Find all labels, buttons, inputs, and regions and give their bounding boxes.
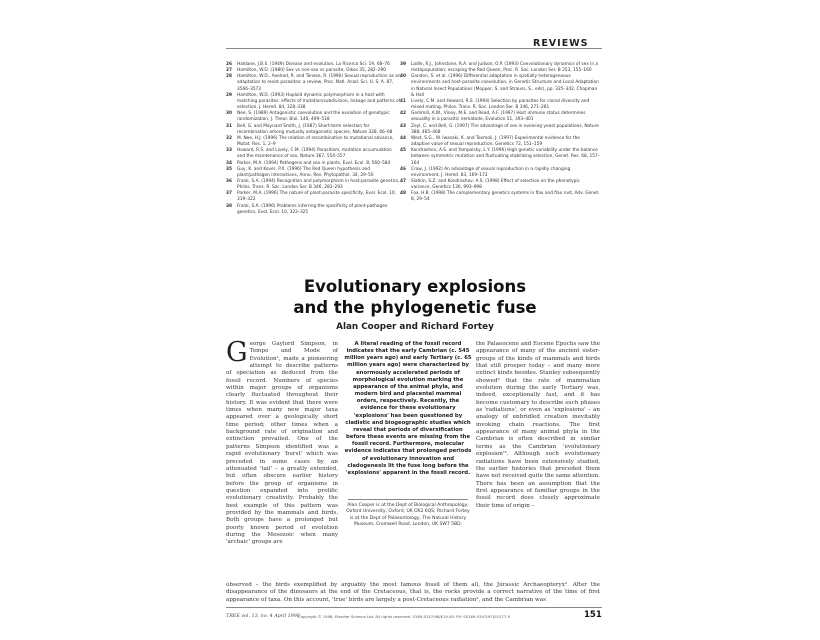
reference-item <box>400 136 600 148</box>
reference-item <box>400 167 600 179</box>
header-rule <box>226 48 602 49</box>
reference-item <box>226 148 401 160</box>
reference-item <box>226 167 401 179</box>
reference-number: 28 <box>226 74 232 80</box>
reference-text: Zeyl, C. and Bell, G. (1997) The advantage of sex in evolving yeast populations, Nature 388, 465–468 <box>411 123 599 135</box>
reference-text: Fox, H.B. (1998) The complementary genetics systems in flax and flax rust, Adv. Genet. 8, 29–54 <box>411 191 600 203</box>
reference-number: 45 <box>400 148 406 154</box>
reference-number: 35 <box>226 166 232 172</box>
reference-item <box>226 204 401 216</box>
reference-list-right <box>400 62 600 204</box>
reference-text: Hamilton, W.D. (1993) Haploid dynamic polymorphism in a host with matching parasites: effects of mutation/subdivision, linkage and patterns of selection, J. Hered. 84, 328–338 <box>237 92 401 111</box>
reference-item <box>226 136 401 148</box>
reference-number: 39 <box>400 62 406 67</box>
reference-text: Bell, G. and Maynard Smith, J. (1987) Short-term selection for recombination among mutually antagonistic species, Nature 328, 66–68 <box>237 123 393 135</box>
reference-item <box>400 179 600 191</box>
reference-item <box>226 93 401 111</box>
reference-number: 32 <box>226 135 232 141</box>
reference-text: Guy, K. and Kover, P.X. (1996) The Red Queen hypothesis and plant/pathogen interactions, Annu. Rev. Phytopathol. 34, 29–50 <box>237 166 374 178</box>
body-column-1-text: eorge Gaylord Simpson, in Tempo and Mode of Evolution¹, made a pioneering attempt to describe patterns of speciation as deduced from the fossil record. Numbers of species within major groups of organisms clearly fluctuated throughout their history. It was evident that there were times when many new major taxa appeared over a geologically short time period; other times when a background rate of origination and extinction prevailed. One of the patterns Simpson identified was a rapid evolutionary 'burst' which was preceded in some cases by an attenuated 'tail' – a greatly extended, but often obscure earlier history before the group of organisms in question expanded into prolific evolutionary creativity. Probably the best example of this pattern was provided by the mammals and birds. Both groups have a prolonged but poorly known period of evolution during the Mesozoic when many 'archaic' groups are <box>226 341 338 546</box>
reference-number: 37 <box>226 191 232 197</box>
reference-item <box>400 74 600 99</box>
reference-item <box>226 124 401 136</box>
reference-number: 30 <box>226 111 232 117</box>
body-continuation: observed – the birds exemplified by arguably the most famous fossil of them all, the Jurassic Archaeopteryx². After the disappearance of the dinosaurs at the end of the Cretaceous, that is, the rocks provide a correct narrative of the time of first appearance of taxa. On this account, 'true' birds are largely a post-Cretaceous radiation², and the Cambrian was <box>226 582 600 603</box>
copyright-line: Copyright © 1998, Elsevier Science Ltd. All rights reserved. 0169-5347/98/$19.00. PII: S0169-5347(97)01277-9 <box>298 614 511 619</box>
footer-rule <box>226 607 602 608</box>
reference-number: 36 <box>226 178 232 184</box>
article-title <box>230 276 600 318</box>
reference-item <box>226 179 401 191</box>
reference-text: Kondrashov, A.S. and Yampolsky, L.Y. (1996) High genetic variability under the balance between symmetric mutation and fluctuating stabilizing selection, Genet. Res. 68, 157–164 <box>411 148 600 166</box>
reference-text: Parker, M.A. (1996) The nature of plant-parasite specificity, Evol. Ecol. 10, 319–322 <box>237 191 396 203</box>
reference-number: 44 <box>400 135 406 141</box>
author-affiliation: Alan Cooper is at the Dept of Biological Anthropology, Oxford University, Oxford, UK OX2 6QS; Richard Fortey is at the Dept of Palaeontology, The Natural History Museum, Cromwell Road, London, UK SW7 5BD. <box>346 503 470 527</box>
page-number: 151 <box>584 610 602 620</box>
drop-cap: G <box>226 337 248 368</box>
reference-text: Gemmill, A.W., Viney, M.E. and Read, A.F. (1997) Host immune status determines sexuality in a parasitic nematode, Evolution 51, 393–401 <box>411 111 586 123</box>
reference-number: 46 <box>400 166 406 172</box>
reference-text: Gandon, S. et al. (1996) Differential adaptation in spatially heterogeneous environments and host-parasite coevolution, in Genetic Structure and Local Adaptation in Natural Insect Populations (Mopper, S. and Strauss, S., eds), pp. 325–342, Chapman & Hall <box>411 74 599 98</box>
reference-number: 26 <box>226 62 232 67</box>
reference-text: Frank, S.A. (1996) Problems inferring the specificity of plant-pathogen genetics, Evol. Ecol. 10, 323–325 <box>237 203 388 215</box>
reference-text: Slatkin, S.Z. and Kondrashov, A.S. (1998) Effect of selection on the phenotypic variance, Genetics 136, 993–998 <box>411 178 580 191</box>
reference-text: Hamilton, W.D. (1980) Sex vs non-sex vs parasite, Oikos 35, 282–290 <box>237 68 387 74</box>
reference-text: M. Nee, H.J. (1996) The relation of recombination to mutational advance, Mutat. Res. 1, 2–9 <box>237 135 394 148</box>
reference-item <box>400 191 600 203</box>
reference-text: Parker, M.A. (1994) Pathogens and sex in plants, Evol. Ecol. 8, 560–584 <box>237 160 391 166</box>
reference-number: 47 <box>400 178 406 184</box>
reference-number: 41 <box>400 98 406 104</box>
reference-item <box>400 148 600 166</box>
reference-item <box>400 111 600 123</box>
body-column-3: the Palaeocene and Eocene Epochs saw the appearance of many of the ancient sister-groups of the kinds of mammals and birds that still prosper today – and many more extinct kinds besides. Stanley subsequently showed² that the rate of mammalian evolution during the early Tertiary was, indeed, exceptionally fast, and it has become customary to describe such phases as 'radiations', or even as 'explosions' – an analogy of unbridled creation inevitably invoking chain reactions. The first appearance of many animal phyla in the Cambrian is often described in similar terms as the Cambrian 'evolutionary explosion'³. Although such evolutionary radiations have been extensively studied, the earlier histories that preceded them have not received quite the same attention. There has been an assumption that the first appearance of familiar groups in the fossil record does closely approximate their time of origin – <box>476 341 600 509</box>
reference-number: 40 <box>400 74 406 80</box>
reference-text: Haldane, J.B.S. (1949) Disease and evolution, La Ricerca Sci. 19, 68–76 <box>237 62 390 67</box>
reference-item <box>226 191 401 203</box>
reference-text: Nee, S. (1989) Antagonistic coevolution and the evolution of genotypic randomization, J. Theor. Biol. 140, 499–518 <box>237 111 390 123</box>
body-column-1 <box>226 337 338 547</box>
reference-item <box>400 62 600 74</box>
reference-number: 33 <box>226 148 232 154</box>
reference-number: 31 <box>226 123 232 129</box>
reference-item <box>226 74 401 92</box>
reference-list-left <box>226 62 401 216</box>
reference-number: 29 <box>226 92 232 98</box>
reference-number: 34 <box>226 160 232 166</box>
article-authors: Alan Cooper and Richard Fortey <box>336 322 494 332</box>
reference-number: 38 <box>226 203 232 209</box>
reference-text: West, S.G., W. Iwasaki, K. and Toomoli, J. (1997) Experimental evidence for the adaptive value of sexual reproduction, Genetics 72, 151–159 <box>411 135 580 148</box>
reference-text: Lively, C.M. and Howard, R.S. (1994) Selection by parasites for clonal diversity and mixed mating, Philos. Trans. R. Soc. London Ser. B 346, 271–281 <box>411 98 590 111</box>
article-title-line-2: and the phylogenetic fuse <box>293 298 537 317</box>
reference-text: Crow, J. (1992) An advantage of sexual reproduction in a rapidly changing environment, J. Hered. 83, 169–173 <box>411 166 571 178</box>
journal-citation: TREE vol. 13, no. 4 April 1998 <box>226 614 300 619</box>
section-tag: REVIEWS <box>533 38 589 49</box>
reference-text: Hamilton, W.D., Axelrod, R. and Tanese, R. (1990) Sexual reproduction as an adaptation to resist parasites: a review, Proc. Natl. Acad. Sci. U. S. A. 87, 3566–3573 <box>237 74 401 92</box>
reference-number: 42 <box>400 111 406 117</box>
abstract: A literal reading of the fossil record indicates that the early Cambrian (c. 545 million years ago) and early Tertiary (c. 65 million years ago) were characterized by enormously accelerated periods of morphological evolution marking the appearance of the animal phyla, and modern bird and placental mammal orders, respectively. Recently, the evidence for these evolutionary 'explosions' has been questioned by cladistic and biogeographic studies which reveal that periods of diversification before these events are missing from the fossil record. Furthermore, molecular evidence indicates that prolonged periods of evolutionary innovation and cladogenesis lit the fuse long before the 'explosions' apparent in the fossil record. <box>344 341 472 476</box>
abstract-divider <box>348 499 468 500</box>
reference-text: Howard, R.S. and Lively, C.M. (1994) Parasitism, mutation accumulation and the maintenance of sex, Nature 367, 554–557 <box>237 148 392 160</box>
reference-text: Ladle, R.J., Johnstone, R.A. and Judson, O.P. (1993) Coevolutionary dynamics of sex in a metapopulation: escaping the Red Queen, Proc. R. Soc. London Ser. B 253, 155–160 <box>411 62 599 74</box>
reference-text: Frank, S.A. (1994) Recognition and polymorphism in host-parasite genetics, Philos. Trans. R. Soc. London Ser. B 346, 283–293 <box>237 178 400 191</box>
reference-item <box>226 111 401 123</box>
reference-number: 48 <box>400 191 406 197</box>
reference-number: 43 <box>400 123 406 129</box>
reference-number: 27 <box>226 68 232 74</box>
article-title-line-1: Evolutionary explosions <box>303 277 527 296</box>
reference-item <box>400 99 600 111</box>
reference-item <box>400 124 600 136</box>
